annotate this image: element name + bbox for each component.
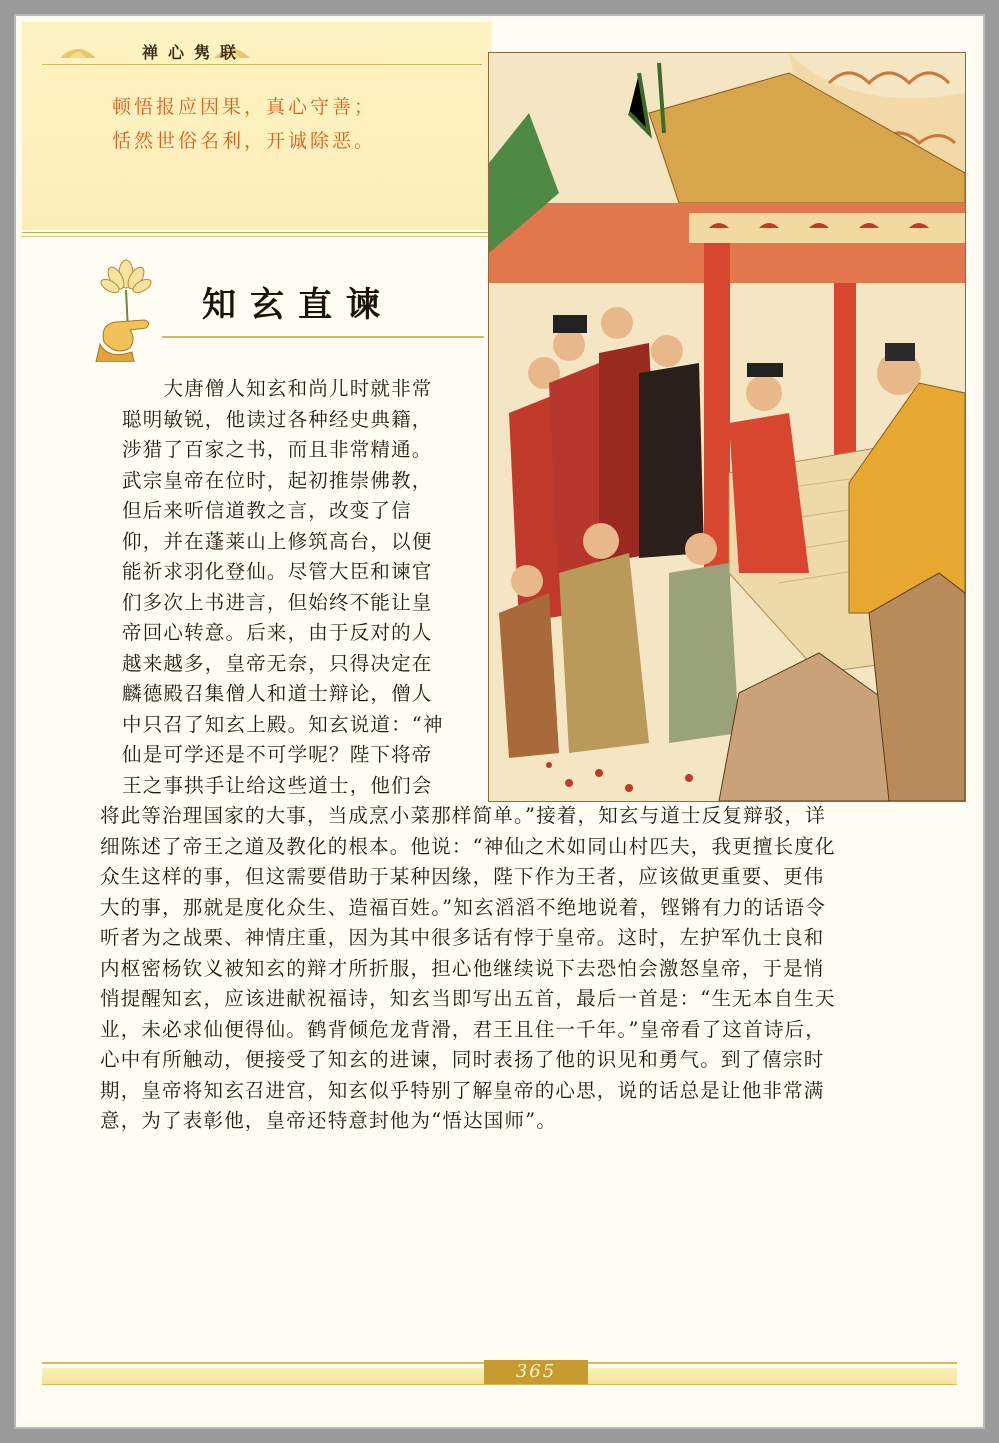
body-line: 武宗皇帝在位时，起初推崇佛教，: [122, 468, 433, 492]
body-line: 麟德殿召集僧人和道士辩论，僧人: [122, 682, 433, 705]
body-line: 将此等治理国家的大事，当成烹小菜那样简单。”接着，知玄与道士反复辩驳，详: [100, 804, 826, 827]
divider: [162, 336, 484, 338]
body-line: 听者为之战栗、神情庄重，因为其中很多话有悖于皇帝。这时，左护军仇士良和: [100, 926, 825, 949]
body-line: 期，皇帝将知玄召进宫，知玄似乎特别了解皇帝的心思，说的话总是让他非常满: [100, 1078, 825, 1102]
body-line: 聪明敏锐，他读过各种经史典籍，: [122, 407, 433, 431]
body-line: 越来越多，皇帝无奈，只得决定在: [122, 651, 433, 675]
series-title: 禅心隽联: [142, 43, 247, 62]
body-line: 大唐僧人知玄和尚儿时就非常: [122, 377, 433, 400]
header-band: [22, 22, 492, 230]
body-line: 大的事，那就是度化众生、造福百姓。”知玄滔滔不绝地说着，铿锵有力的话语令: [100, 895, 826, 919]
body-line: 业，未必求仙便得仙。鹤背倾危龙背滑，君王且住一千年。”皇帝看了这首诗后，: [100, 1017, 826, 1041]
body-line: 仙是可学还是不可学呢？陛下将帝: [122, 743, 433, 766]
divider: [42, 64, 482, 65]
hand-holding-lotus-icon: [86, 252, 166, 362]
body-line: 但后来听信道教之言，改变了信: [122, 499, 412, 522]
lotus-ornament-icon: [58, 42, 98, 60]
body-line: 帝回心转意。后来，由于反对的人: [122, 621, 433, 644]
divider: [22, 232, 492, 233]
page: [22, 22, 977, 1421]
body-line: 细陈述了帝王之道及教化的根本。他说：“神仙之术如同山村匹夫，我更擅长度化: [100, 834, 836, 858]
footer-divider: [42, 1384, 957, 1385]
body-line: 王之事拱手让给这些道士，他们会: [122, 773, 433, 797]
article-body: [100, 374, 954, 1137]
body-line: 意，为了表彰他，皇帝还特意封他为“悟达国师”。: [100, 1109, 558, 1132]
body-line: 们多次上书进言，但始终不能让皇: [122, 590, 433, 614]
body-line: 涉猎了百家之书，而且非常精通。: [122, 438, 433, 461]
body-line: 内枢密杨钦义被知玄的辩才所折服，担心他继续说下去恐怕会激怒皇帝，于是悄: [100, 956, 825, 980]
page-number: 365: [515, 1361, 557, 1382]
body-line: 仰，并在蓬莱山上修筑高台，以便: [122, 529, 433, 553]
body-line: 众生这样的事，但这需要借助于某种因缘，陛下作为王者，应该做更重要、更伟: [100, 865, 825, 888]
verse-line-1: 顿悟报应因果，真心守善；: [112, 96, 377, 118]
body-line: 中只召了知玄上殿。知玄说道：“神: [122, 712, 444, 736]
verse-line-2: 恬然世俗名利，开诚除恶。: [112, 130, 377, 152]
body-line: 能祈求羽化登仙。尽管大臣和谏官: [122, 560, 433, 583]
body-line: 悄提醒知玄，应该进献祝福诗，知玄当即写出五首，最后一首是：“生无本自生天: [100, 987, 836, 1010]
article-title: 知玄直谏: [202, 285, 394, 325]
body-line: 心中有所触动，便接受了知玄的进谏，同时表扬了他的识见和勇气。到了僖宗时: [100, 1048, 825, 1071]
divider: [22, 236, 492, 237]
